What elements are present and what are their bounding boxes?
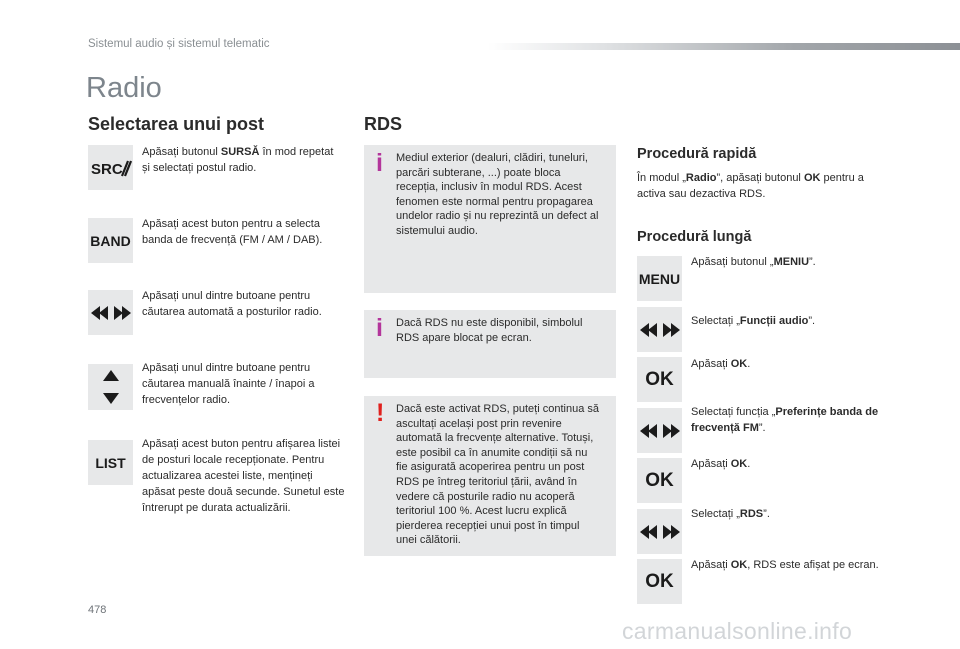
list-button-icon — [88, 440, 133, 485]
left-item-4-text: Apăsați acest buton pentru afișarea listei de posturi locale recepționate. Pentru actualizarea acestei liste, mențineți apăsat peste două secunde. Sunetul este întrerupt pe durata actualizării. — [142, 438, 345, 514]
seek-button-icon — [637, 509, 682, 554]
left-item-1-text: Apăsați acest buton pentru a selecta banda de frecvență (FM / AM / DAB). — [142, 218, 323, 246]
src-button-icon — [88, 145, 133, 190]
rds-note-1 — [364, 310, 616, 378]
band-label: BAND — [90, 232, 131, 249]
section-heading-rds: RDS — [364, 114, 403, 134]
long-step-3-text: Selectați funcția „Preferințe banda de frecvență FM”. — [691, 406, 879, 434]
running-header: Sistemul audio și sistemul telematic — [88, 38, 270, 50]
menu-label: MENU — [638, 270, 681, 287]
left-item-3-text: Apăsați unul dintre butoane pentru căutarea manuală înainte / înapoi a frecvențelor radio. — [142, 362, 315, 406]
seek-arrows-icon — [640, 524, 680, 540]
ok-button-icon — [637, 559, 682, 604]
seek-arrows-icon — [91, 305, 131, 321]
seek-arrows-icon — [640, 322, 680, 338]
left-item-2-text: Apăsați unul dintre butoane pentru căutarea automată a posturilor radio. — [142, 290, 322, 318]
svg-text:SRC: SRC — [90, 160, 123, 178]
quick-procedure-heading: Procedură rapidă — [637, 146, 757, 162]
ok-button-icon — [637, 458, 682, 503]
rds-note-0-text: Mediul exterior (dealuri, clădiri, tuneluri, parcări subterane, ...) poate bloca recepția, inclusiv în modul RDS. Acest fenomen este normal pentru propagarea undelor radio și nu reprezintă un defect al sistemului audio. — [396, 152, 599, 237]
rds-note-1-text: Dacă RDS nu este disponibil, simbolul RDS apare blocat pe ecran. — [396, 317, 583, 344]
manual-tune-button-icon — [88, 364, 133, 410]
ok-label: OK — [645, 368, 674, 390]
band-button-icon — [88, 218, 133, 263]
src-icon — [90, 157, 132, 179]
quick-procedure-text: În modul „Radio”, apăsați butonul OK pentru a activa sau dezactiva RDS. — [637, 172, 864, 200]
seek-arrows-icon — [640, 423, 680, 439]
info-icon: i — [376, 149, 383, 177]
rds-warning-text: Dacă este activat RDS, puteți continua să ascultați același post prin revenire automată la frecvențe alternative. Totuși, este posibil ca în anumite condiții să nu fie asigurată acoperirea pentru un post RDS pe întreg teritoriul țării, având în vedere că posturile radio nu acoperă teritoriul 100 %. Acest lucru explică pierderea recepției unui post în timpul unei călătorii. — [396, 403, 599, 547]
info-icon: i — [376, 314, 383, 342]
seek-button-icon — [88, 290, 133, 335]
page-title: Radio — [86, 72, 162, 104]
rds-note-0 — [364, 145, 616, 293]
up-down-arrows-icon — [103, 370, 119, 404]
ok-label: OK — [645, 469, 674, 491]
list-label: LIST — [95, 454, 126, 471]
long-step-0-text: Apăsați butonul „MENIU”. — [691, 256, 816, 268]
seek-button-icon — [637, 307, 682, 352]
header-gradient-bar — [488, 43, 960, 50]
ok-label: OK — [645, 570, 674, 592]
long-step-2-text: Apăsați OK. — [691, 358, 751, 370]
long-step-5-text: Selectați „RDS”. — [691, 508, 770, 520]
rds-warning — [364, 396, 616, 556]
long-procedure-heading: Procedură lungă — [637, 229, 752, 245]
page-number: 478 — [88, 604, 107, 616]
long-step-1-text: Selectați „Funcții audio”. — [691, 315, 816, 327]
menu-button-icon — [637, 256, 682, 301]
section-heading-select-station: Selectarea unui post — [88, 114, 265, 134]
watermark: carmanualsonline.info — [622, 618, 853, 644]
warning-icon: ! — [376, 399, 385, 427]
left-item-0-text: Apăsați butonul SURSĂ în mod repetat și selectați postul radio. — [142, 146, 334, 174]
ok-button-icon — [637, 357, 682, 402]
long-step-6-text: Apăsați OK, RDS este afișat pe ecran. — [691, 559, 879, 571]
long-step-4-text: Apăsați OK. — [691, 458, 751, 470]
seek-button-icon — [637, 408, 682, 453]
